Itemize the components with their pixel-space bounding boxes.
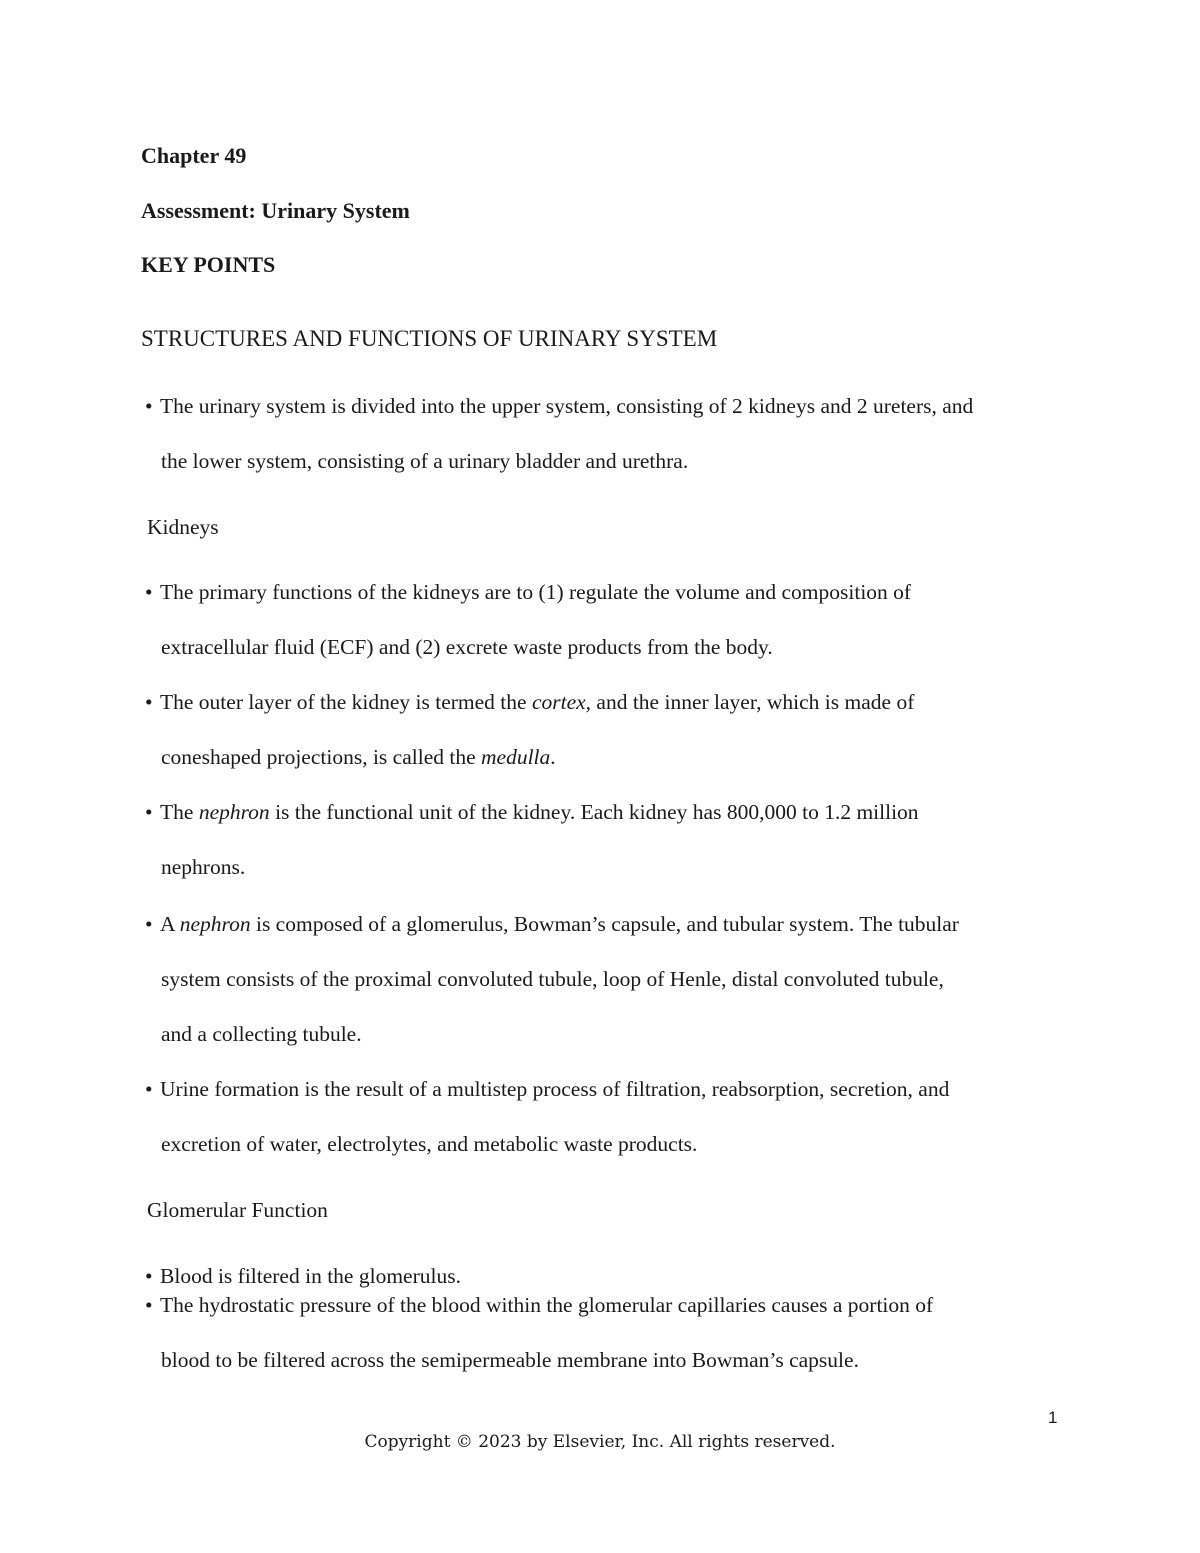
section-title: STRUCTURES AND FUNCTIONS OF URINARY SYSTEM bbox=[141, 326, 718, 351]
bullet-hydrostatic-pressure-continuation: blood to be filtered across the semipermeable membrane into Bowman’s capsule. bbox=[161, 1348, 859, 1372]
bullet-kidney-functions bbox=[145, 580, 911, 605]
bullet-icon: • bbox=[145, 1264, 153, 1288]
bullet-text: Blood is filtered in the glomerulus. bbox=[160, 1264, 461, 1288]
bullet-icon: • bbox=[145, 1077, 153, 1101]
bullet-icon: • bbox=[145, 394, 153, 418]
bullet-icon: • bbox=[145, 1293, 153, 1317]
bullet-nephron-unit bbox=[145, 800, 919, 825]
key-points-heading: KEY POINTS bbox=[141, 252, 276, 277]
term-nephron: nephron bbox=[179, 912, 251, 936]
bullet-icon: • bbox=[145, 800, 153, 824]
bullet-text: Urine formation is the result of a multistep process of filtration, reabsorption, secretion, and bbox=[160, 1077, 950, 1101]
line-text: . bbox=[550, 745, 556, 769]
term-medulla: medulla bbox=[481, 745, 551, 769]
bullet-hydrostatic-pressure bbox=[145, 1293, 933, 1318]
bullet-kidney-layers-continuation bbox=[161, 745, 556, 770]
page-number: 1 bbox=[1048, 1408, 1058, 1427]
line-text: coneshaped projections, is called the bbox=[161, 745, 482, 769]
bullet-text: A bbox=[160, 912, 180, 936]
bullet-nephron-composition bbox=[145, 912, 959, 937]
bullet-urine-formation-continuation: excretion of water, electrolytes, and metabolic waste products. bbox=[161, 1132, 698, 1156]
bullet-text: The hydrostatic pressure of the blood within the glomerular capillaries causes a portion of bbox=[160, 1293, 934, 1317]
bullet-text: is composed of a glomerulus, Bowman’s capsule, and tubular system. The tubular bbox=[250, 912, 959, 936]
bullet-kidney-functions-continuation: extracellular fluid (ECF) and (2) excrete waste products from the body. bbox=[161, 635, 773, 659]
bullet-text: The outer layer of the kidney is termed the bbox=[160, 690, 532, 714]
subheading-glomerular-function: Glomerular Function bbox=[147, 1198, 328, 1222]
bullet-intro-continuation: the lower system, consisting of a urinary bladder and urethra. bbox=[161, 449, 689, 473]
bullet-nephron-composition-continuation: system consists of the proximal convoluted tubule, loop of Henle, distal convoluted tubule, bbox=[161, 967, 944, 991]
bullet-icon: • bbox=[145, 912, 153, 936]
bullet-kidney-layers bbox=[145, 690, 914, 715]
assessment-title: Assessment: Urinary System bbox=[141, 198, 410, 223]
bullet-text: and the inner layer, which is made of bbox=[591, 690, 915, 714]
bullet-icon: • bbox=[145, 580, 153, 604]
bullet-blood-filtered bbox=[145, 1264, 461, 1289]
copyright-footer: Copyright © 2023 by Elsevier, Inc. All rights reserved. bbox=[364, 1432, 836, 1452]
bullet-nephron-unit-continuation: nephrons. bbox=[161, 855, 246, 879]
chapter-heading: Chapter 49 bbox=[141, 143, 247, 168]
bullet-urine-formation bbox=[145, 1077, 949, 1102]
bullet-text: The primary functions of the kidneys are to (1) regulate the volume and composition of bbox=[160, 580, 912, 604]
term-nephron: nephron bbox=[198, 800, 270, 824]
bullet-text: The bbox=[160, 800, 199, 824]
bullet-text: The urinary system is divided into the upper system, consisting of 2 kidneys and 2 ureters, and bbox=[160, 394, 974, 418]
bullet-intro bbox=[145, 394, 973, 419]
bullet-icon: • bbox=[145, 690, 153, 714]
bullet-text: is the functional unit of the kidney. Each kidney has 800,000 to 1.2 million bbox=[269, 800, 919, 824]
subheading-kidneys: Kidneys bbox=[147, 515, 219, 539]
term-cortex: cortex, bbox=[531, 690, 592, 714]
bullet-nephron-composition-continuation: and a collecting tubule. bbox=[161, 1022, 362, 1046]
